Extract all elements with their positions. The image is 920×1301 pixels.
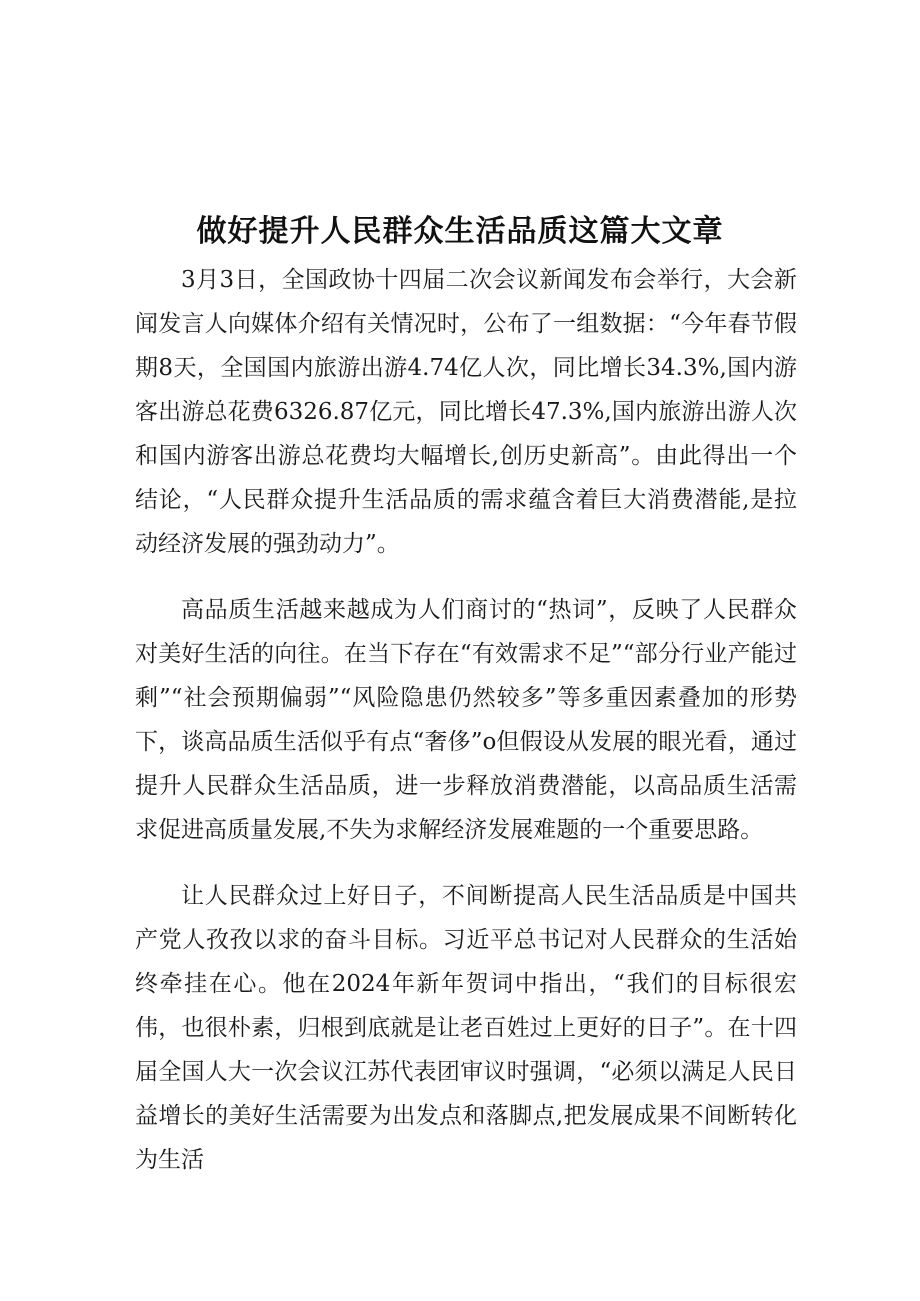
paragraph-1: 3月3日，全国政协十四届二次会议新闻发布会举行，大会新闻发言人向媒体介绍有关情况时，公布了一组数据：“今年春节假期8天，全国国内旅游出游4.74亿人次，同比增长34.3%,国内游客出游总花费6326.87亿元，同比增长47.3%,国内旅游出游人次和国内游客出游总花费均大幅增长,创历史新高”。由此得出一个结论，“人民群众提升生活品质的需求蕴含着巨大消费潜能,是拉动经济发展的强劲动力”。 (135, 267, 797, 557)
paragraph-3: 让人民群众过上好日子，不间断提高人民生活品质是中国共产党人孜孜以求的奋斗目标。习近平总书记对人民群众的生活始终牵挂在心。他在2024年新年贺词中指出，“我们的目标很宏伟，也很朴素，归根到底就是让老百姓过上更好的日子”。在十四届全国人大一次会议江苏代表团审议时强调，“必须以满足人民日益增长的美好生活需要为出发点和落脚点,把发展成果不间断转化为生活 (135, 883, 797, 1173)
paragraph-2: 高品质生活越来越成为人们商讨的“热词”，反映了人民群众对美好生活的向往。在当下存在“有效需求不足”“部分行业产能过剩”“社会预期偏弱”“风险隐患仍然较多”等多重因素叠加的形势下，谈高品质生活似乎有点“奢侈”o但假设从发展的眼光看，通过提升人民群众生活品质，进一步释放消费潜能，以高品质生活需求促进高质量发展,不失为求解经济发展难题的一个重要思路。 (135, 597, 797, 843)
document-body (135, 258, 797, 1182)
document-title: 做好提升人民群众生活品质这篇大文章 (196, 214, 724, 249)
